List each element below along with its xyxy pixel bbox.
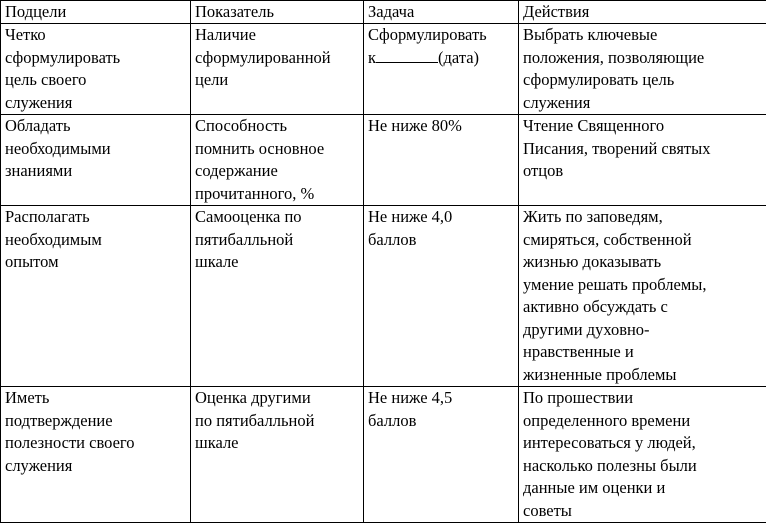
indicator-text: Самооценка по пятибалльной шкале xyxy=(195,206,359,274)
actions-text: Чтение Священного Писания, творений святых отцов xyxy=(523,115,762,183)
actions-text: По прошествии определенного времени интересоваться у людей, насколько полезны были данные им оценки и советы xyxy=(523,387,762,522)
table-row xyxy=(1,206,766,387)
cell-actions xyxy=(519,206,766,387)
cell-task xyxy=(364,206,519,387)
subgoal-text: Обладать необходимыми знаниями xyxy=(5,115,186,183)
cell-indicator xyxy=(191,115,364,206)
task-text: Не ниже 4,0 баллов xyxy=(368,206,514,251)
cell-subgoal xyxy=(1,115,191,206)
task-prefix: к xyxy=(368,48,376,67)
task-suffix: (дата) xyxy=(438,48,479,67)
task-text: Не ниже 80% xyxy=(368,115,514,138)
date-blank-line xyxy=(376,47,438,63)
cell-task xyxy=(364,387,519,523)
cell-actions xyxy=(519,115,766,206)
cell-subgoal xyxy=(1,24,191,115)
cell-actions xyxy=(519,24,766,115)
header-row xyxy=(1,1,766,24)
subgoal-text: Иметь подтверждение полезности своего служения xyxy=(5,387,186,477)
table-row xyxy=(1,24,766,115)
indicator-text: Наличие сформулированной цели xyxy=(195,24,359,92)
indicator-text: Способность помнить основное содержание прочитанного, % xyxy=(195,115,359,205)
header-indicator: Показатель xyxy=(191,1,364,24)
subgoal-text: Располагать необходимым опытом xyxy=(5,206,186,274)
cell-subgoal xyxy=(1,206,191,387)
header-subgoals: Подцели xyxy=(1,1,191,24)
cell-indicator xyxy=(191,387,364,523)
header-actions: Действия xyxy=(519,1,766,24)
actions-text: Выбрать ключевые положения, позволяющие сформулировать цель служения xyxy=(523,24,762,114)
cell-actions xyxy=(519,387,766,523)
cell-indicator xyxy=(191,24,364,115)
task-text: Не ниже 4,5 баллов xyxy=(368,387,514,432)
cell-indicator xyxy=(191,206,364,387)
subgoal-text: Четко сформулировать цель своего служения xyxy=(5,24,186,114)
header-task: Задача xyxy=(364,1,519,24)
cell-subgoal xyxy=(1,387,191,523)
table-row xyxy=(1,115,766,206)
table-row xyxy=(1,387,766,523)
task-text: Сформулировать xyxy=(368,24,514,47)
cell-task xyxy=(364,24,519,115)
actions-text: Жить по заповедям, смиряться, собственной жизнью доказывать умение решать проблемы, активно обсуждать с другими духовно- нравственные и жизненные проблемы xyxy=(523,206,762,386)
cell-task xyxy=(364,115,519,206)
indicator-text: Оценка другими по пятибалльной шкале xyxy=(195,387,359,455)
